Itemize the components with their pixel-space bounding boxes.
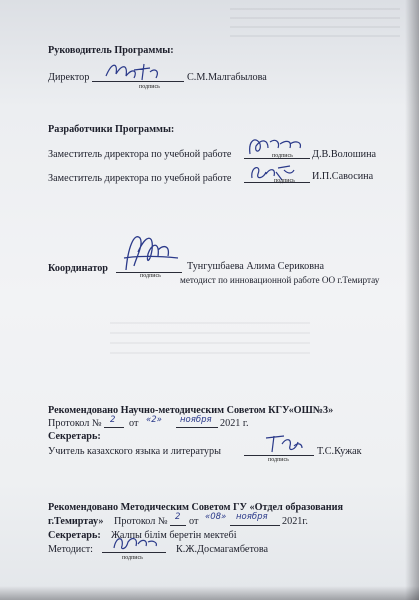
sign-caption: подпись bbox=[274, 178, 295, 184]
signature-line bbox=[102, 552, 166, 553]
recommendation-1: Рекомендовано Научно-методическим Советом КГУ«ОШ№3» bbox=[48, 405, 334, 416]
protocol-1-month: ноября bbox=[180, 415, 212, 425]
protocol-2-number: 2 bbox=[175, 512, 181, 522]
dev2-name: И.П.Савосина bbox=[312, 171, 374, 182]
director-label: Директор bbox=[48, 72, 90, 83]
recommendation-2: Рекомендовано Методическим Советом ГУ «Отдел образования bbox=[48, 502, 343, 513]
director-signature bbox=[104, 60, 164, 82]
protocol-number-line bbox=[104, 427, 124, 428]
date-line bbox=[230, 525, 280, 526]
teacher-name: Т.С.Кужак bbox=[317, 446, 362, 457]
coordinator-label: Координатор bbox=[48, 263, 108, 274]
signature-line bbox=[244, 455, 314, 456]
protocol-1-day: «2» bbox=[146, 415, 162, 425]
director-name: С.М.Малгабылова bbox=[187, 72, 267, 83]
sign-caption: подпись bbox=[139, 84, 160, 90]
teacher-signature bbox=[262, 432, 306, 454]
protocol-2-day: «08» bbox=[205, 512, 227, 522]
dev1-position: Заместитель директора по учебной работе bbox=[48, 149, 232, 160]
protocol-2-ot: от bbox=[189, 516, 199, 527]
heading-program-head: Руководитель Программы: bbox=[48, 45, 174, 56]
protocol-number-line bbox=[170, 525, 186, 526]
recommendation-2-city: г.Темиртау» bbox=[48, 516, 104, 527]
protocol-2-year: 2021г. bbox=[282, 516, 308, 527]
bleed-through-text bbox=[110, 322, 310, 362]
teacher-position: Учитель казахского языка и литературы bbox=[48, 446, 221, 457]
sign-caption: подпись bbox=[140, 273, 161, 279]
methodist-label: Методист: bbox=[48, 544, 94, 555]
dev1-name: Д.В.Волошина bbox=[312, 149, 377, 160]
protocol-1-prefix: Протокол № bbox=[48, 418, 102, 429]
coordinator-role: методист по инновационной работе ОО г.Темиртау bbox=[180, 275, 380, 285]
page-edge-shadow bbox=[0, 586, 419, 600]
sign-caption: подпись bbox=[272, 153, 293, 159]
sign-caption: подпись bbox=[122, 555, 143, 561]
sign-caption: подпись bbox=[268, 457, 289, 463]
protocol-2-month: ноября bbox=[236, 512, 268, 522]
secretary-1-label: Секретарь: bbox=[48, 431, 101, 442]
coordinator-signature bbox=[118, 228, 182, 274]
methodist-name: К.Ж.Досмагамбетова bbox=[176, 544, 269, 555]
heading-developers: Разработчики Программы: bbox=[48, 124, 175, 135]
protocol-2-prefix: Протокол № bbox=[114, 516, 168, 527]
secretary-2-text: Жалпы білім беретін мектебі bbox=[111, 530, 237, 541]
secretary-2-label: Секретарь: bbox=[48, 530, 101, 541]
dev2-position: Заместитель директора по учебной работе bbox=[48, 173, 232, 184]
coordinator-name: Тунгушбаева Алима Сериковна bbox=[187, 261, 324, 272]
date-line bbox=[176, 427, 218, 428]
protocol-1-number: 2 bbox=[110, 415, 116, 425]
methodist-signature bbox=[110, 532, 160, 552]
page-edge-shadow bbox=[405, 0, 419, 600]
protocol-1-year: 2021 г. bbox=[220, 418, 249, 429]
protocol-1-ot: от bbox=[129, 418, 139, 429]
bleed-through-text bbox=[230, 8, 400, 44]
